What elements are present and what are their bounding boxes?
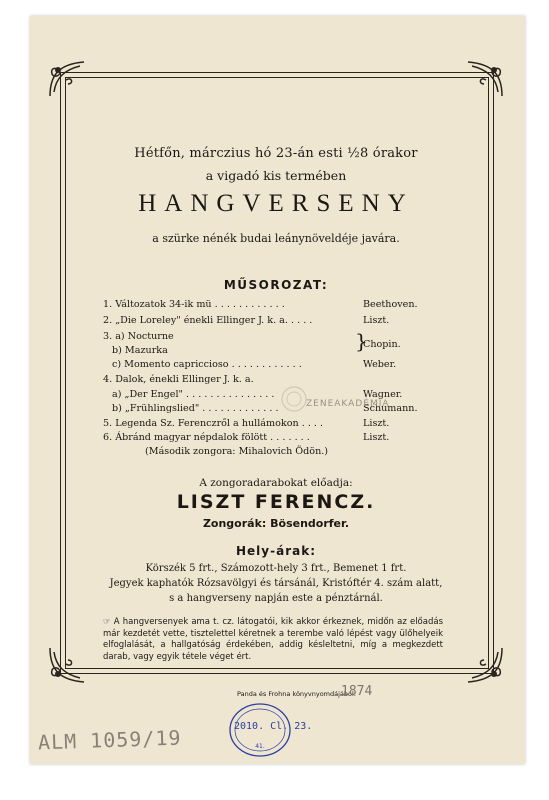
watermark-text: ZENEAKADÉMIA — [306, 399, 390, 409]
beneficiary-line: a szürke nénék budai leánynöveldéje javára. — [152, 232, 400, 245]
notice-text: A hangversenyek ama t. cz. látogatói, kik akkor érkeznek, midőn az előadás már kezdetét vette, tisztelettel kéretnek a terembe való lépést vagy ülőhelyeik elfoglalását, a hallgatóság érdekében, addig késleltetni, míg a megkezdett darab, vagy egyik tétele véget ért. — [103, 617, 443, 662]
program-item-label: a) „Der Engel" . . . . . . . . . . . . . . . — [112, 389, 275, 400]
program-item-composer: Weber. — [363, 359, 397, 370]
latecomer-notice — [103, 617, 443, 663]
corner-ornament-bottom-left — [44, 644, 88, 688]
corner-ornament-bottom-right — [464, 644, 508, 688]
pianos-line: Zongorák: Bösendorfer. — [202, 517, 350, 530]
prices-heading: Hely-árak: — [236, 544, 316, 558]
program-item-label: 6. Ábránd magyar népdalok fölött . . . . . . . — [103, 432, 310, 443]
handwritten-year: 1874 — [341, 684, 373, 699]
program-item-composer: Liszt. — [363, 315, 390, 326]
program-item-label: 2. „Die Loreley" énekli Ellinger J. k. a. . . . . — [103, 315, 313, 326]
program-item-label: c) Momento capriccioso . . . . . . . . . . . . — [112, 359, 302, 370]
date-line: Hétfőn, márczius hó 23-án esti ½8 órakor — [134, 146, 418, 161]
program-item-composer: Schumann. — [363, 403, 418, 414]
program-item-label: 1. Változatok 34-ik mü . . . . . . . . . . . . — [103, 299, 285, 310]
concert-title: HANGVERSENY — [138, 190, 414, 217]
stamp-number: 41. — [255, 743, 265, 750]
program-heading: MŰSOROZAT: — [223, 278, 329, 292]
performer-name: LISZT FERENCZ. — [176, 491, 376, 513]
program-item-composer: Liszt. — [363, 432, 390, 443]
box-office-line: s a hangverseny napján este a pénztárnál. — [169, 593, 383, 604]
tickets-line: Jegyek kaphatók Rózsavölgyi és társánál, Kristóftér 4. szám alatt, — [109, 578, 443, 589]
program-item-composer: Wagner. — [363, 389, 403, 400]
program-item-label: 5. Legenda Sz. Ferenczről a hullámokon . . . . — [103, 418, 324, 429]
inventory-number: ALM 1059/19 — [37, 725, 182, 755]
program-item-label: b) Mazurka — [112, 345, 168, 356]
corner-ornament-top-left — [44, 56, 88, 100]
program-item-label: 3. a) Nocturne — [103, 331, 174, 342]
corner-ornament-top-right — [464, 56, 508, 100]
program-item-label: (Második zongora: Mihalovich Ödön.) — [145, 446, 329, 457]
program-item-label: b) „Frühlingslied" . . . . . . . . . . . . . — [112, 403, 279, 414]
pointing-hand-icon: ☞ — [103, 617, 114, 627]
venue-line: a vigadó kis termében — [205, 168, 347, 183]
program-item-composer: Chopin. — [363, 339, 401, 350]
performer-intro: A zongoradarabokat előadja: — [199, 477, 353, 489]
program-item-label: 4. Dalok, énekli Ellinger J. k. a. — [103, 374, 254, 385]
printer-imprint: Panda és Frohna könyvnyomdájából. — [237, 690, 356, 698]
program-item-composer: Beethoven. — [363, 299, 418, 310]
brace-glyph: } — [355, 329, 368, 353]
program-item-composer: Liszt. — [363, 418, 390, 429]
stamp-handwritten-date: 2010. Cl. 23. — [234, 721, 313, 732]
prices-line: Körszék 5 frt., Számozott-hely 3 frt., Bemenet 1 frt. — [145, 563, 407, 574]
